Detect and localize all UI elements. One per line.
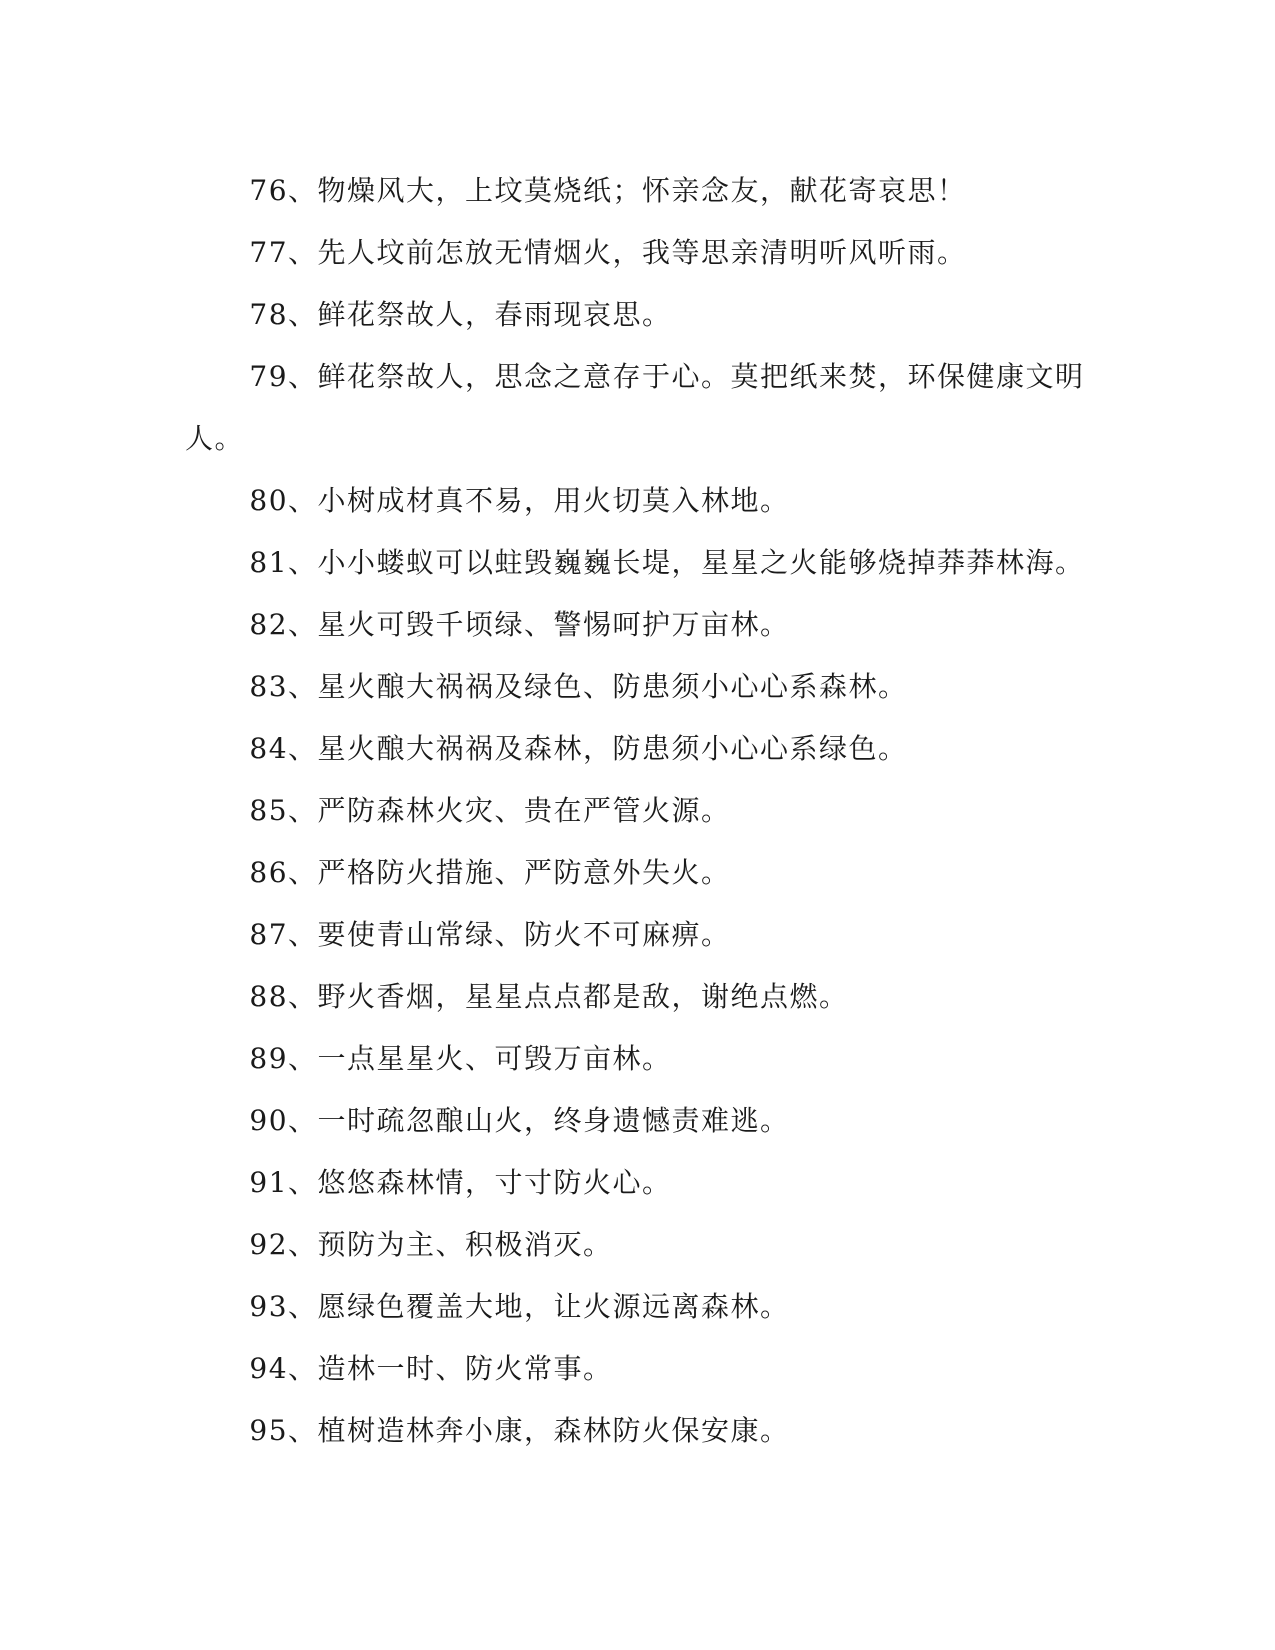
- paragraph-86: 86、严格防火措施、严防意外失火。: [249, 856, 731, 889]
- paragraph-88: 88、野火香烟，星星点点都是敌，谢绝点燃。: [249, 980, 849, 1013]
- paragraph-76: 76、物燥风大，上坟莫烧纸；怀亲念友，献花寄哀思！: [249, 174, 967, 207]
- paragraph-91: 91、悠悠森林情，寸寸防火心。: [249, 1166, 672, 1199]
- paragraph-81: 81、小小蝼蚁可以蛀毁巍巍长堤，星星之火能够烧掉莽莽林海。: [249, 546, 1085, 579]
- paragraph-93: 93、愿绿色覆盖大地，让火源远离森林。: [249, 1290, 790, 1323]
- paragraph-92: 92、预防为主、积极消灭。: [249, 1228, 613, 1261]
- paragraph-95: 95、植树造林奔小康，森林防火保安康。: [249, 1414, 790, 1447]
- document-body: [185, 160, 1085, 1462]
- paragraph-89: 89、一点星星火、可毁万亩林。: [249, 1042, 672, 1075]
- paragraph-83: 83、星火酿大祸祸及绿色、防患须小心心系森林。: [249, 670, 908, 703]
- paragraph-82: 82、星火可毁千顷绿、警惕呵护万亩林。: [249, 608, 790, 641]
- paragraph-78: 78、鲜花祭故人，春雨现哀思。: [249, 298, 672, 331]
- paragraph-94: 94、造林一时、防火常事。: [249, 1352, 613, 1385]
- paragraph-87: 87、要使青山常绿、防火不可麻痹。: [249, 918, 731, 951]
- paragraph-77: 77、先人坟前怎放无情烟火，我等思亲清明听风听雨。: [249, 236, 967, 269]
- paragraph-80: 80、小树成材真不易，用火切莫入林地。: [249, 484, 790, 517]
- paragraph-85: 85、严防森林火灾、贵在严管火源。: [249, 794, 731, 827]
- paragraph-84: 84、星火酿大祸祸及森林，防患须小心心系绿色。: [249, 732, 908, 765]
- paragraph-90: 90、一时疏忽酿山火，终身遗憾责难逃。: [249, 1104, 790, 1137]
- paragraph-79: 79、鲜花祭故人，思念之意存于心。莫把纸来焚，环保健康文明人。: [185, 360, 1085, 455]
